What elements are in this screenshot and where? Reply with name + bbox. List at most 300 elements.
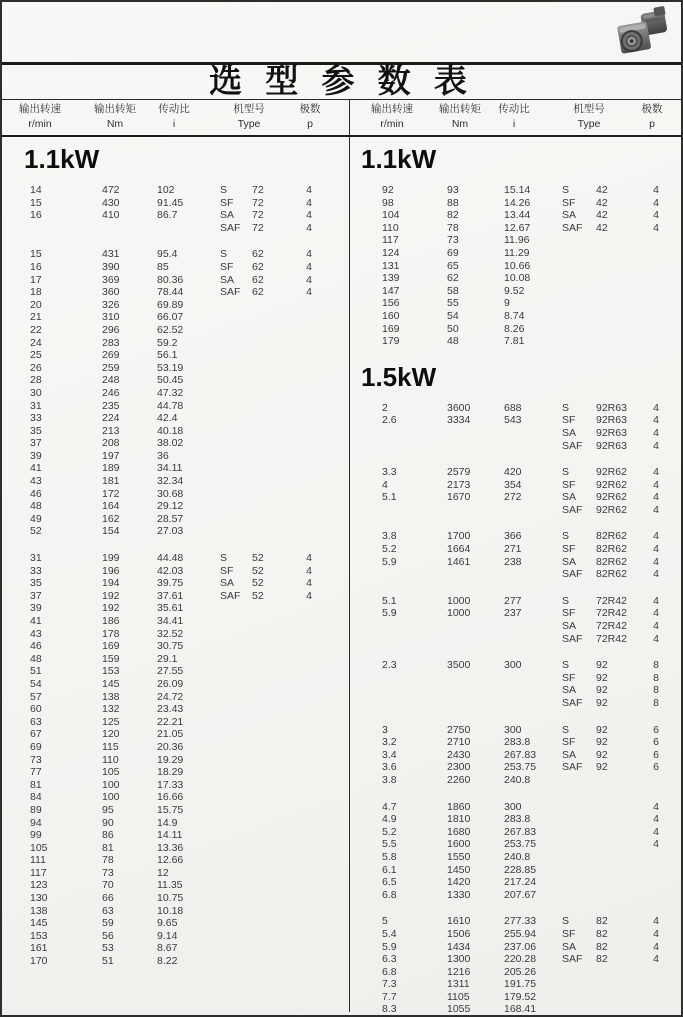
table-row xyxy=(12,879,347,892)
cell-poles: 6 xyxy=(653,761,659,774)
header-label: 极数 xyxy=(299,103,321,115)
cell-speed: 170 xyxy=(30,955,48,968)
cell-type-size: 92 xyxy=(596,671,608,684)
cell-speed: 22 xyxy=(30,323,42,336)
cell-type-size: 72 xyxy=(252,209,264,222)
cell-poles: 8 xyxy=(653,697,659,709)
cell-torque: 1000 xyxy=(447,607,471,620)
cell-torque: 192 xyxy=(102,602,120,615)
cell-ratio: 354 xyxy=(504,478,522,491)
table-row xyxy=(351,659,683,672)
cell-type-prefix: S xyxy=(562,401,570,414)
cell-speed: 77 xyxy=(30,766,42,779)
cell-ratio: 205.26 xyxy=(504,965,537,978)
cell-torque: 153 xyxy=(102,665,120,678)
cell-poles: 4 xyxy=(653,555,659,568)
cell-ratio: 59.2 xyxy=(157,336,178,349)
cell-ratio: 220.28 xyxy=(504,953,537,966)
cell-speed: 4.7 xyxy=(382,800,397,813)
cell-ratio: 11.35 xyxy=(157,879,183,892)
table-row xyxy=(12,311,347,324)
cell-speed: 35 xyxy=(30,577,42,590)
table-row xyxy=(12,387,347,400)
cell-type-prefix: SF xyxy=(562,414,576,427)
cell-ratio: 53.19 xyxy=(157,361,184,374)
cell-type-prefix: SF xyxy=(562,196,576,209)
cell-speed: 17 xyxy=(30,273,42,286)
cell-poles: 6 xyxy=(653,723,659,736)
row-block xyxy=(351,659,683,709)
cell-speed: 26 xyxy=(30,361,42,374)
cell-type-prefix: SAF xyxy=(562,697,583,709)
table-row xyxy=(12,691,347,704)
cell-ratio: 207.67 xyxy=(504,888,537,901)
table-row xyxy=(351,491,683,504)
cell-speed: 6.5 xyxy=(382,876,397,889)
cell-type-size: 72 xyxy=(252,184,264,196)
cell-ratio: 420 xyxy=(504,466,522,479)
cell-ratio: 277.33 xyxy=(504,915,537,928)
cell-poles: 4 xyxy=(653,530,659,543)
cell-torque: 213 xyxy=(102,424,120,437)
cell-poles: 4 xyxy=(653,478,659,491)
cell-ratio: 30.75 xyxy=(157,640,184,653)
cell-speed: 31 xyxy=(30,552,42,565)
cell-type-size: 62 xyxy=(252,286,264,299)
cell-poles: 4 xyxy=(653,196,659,209)
cell-ratio: 11.29 xyxy=(504,246,530,259)
header-unit: p xyxy=(307,118,313,130)
table-row xyxy=(351,504,683,517)
cell-speed: 30 xyxy=(30,386,42,399)
cell-ratio: 14.11 xyxy=(157,829,183,842)
cell-torque: 2430 xyxy=(447,748,471,761)
cell-torque: 51 xyxy=(102,955,114,968)
cell-type-prefix: SAF xyxy=(220,286,241,299)
row-block xyxy=(351,530,683,580)
header-cell xyxy=(19,102,61,131)
header-cell xyxy=(498,102,530,131)
cell-type-prefix: SAF xyxy=(562,761,583,774)
cell-speed: 89 xyxy=(30,803,42,816)
cell-type-size: 62 xyxy=(252,248,264,261)
cell-torque: 172 xyxy=(102,487,120,500)
table-row xyxy=(12,488,347,501)
cell-ratio: 56.1 xyxy=(157,349,178,362)
table-row xyxy=(351,595,683,608)
cell-speed: 57 xyxy=(30,690,42,703)
cell-ratio: 217.24 xyxy=(504,876,537,889)
cell-poles: 8 xyxy=(653,671,659,684)
cell-poles: 4 xyxy=(653,953,659,966)
cell-speed: 7.3 xyxy=(382,978,397,991)
table-row xyxy=(12,209,347,222)
table-row xyxy=(12,590,347,603)
cell-speed: 37 xyxy=(30,589,42,602)
cell-type-prefix: SA xyxy=(562,491,577,504)
cell-torque: 138 xyxy=(102,690,120,703)
cell-speed: 28 xyxy=(30,374,42,387)
section-heading: 1.1kW xyxy=(24,144,100,174)
cell-type-prefix: SA xyxy=(562,940,577,953)
cell-type-size: 52 xyxy=(252,589,264,602)
header-unit: p xyxy=(649,118,655,130)
header-label: 传动比 xyxy=(498,103,530,115)
cell-type-prefix: S xyxy=(220,552,228,565)
table-row xyxy=(12,513,347,526)
cell-speed: 46 xyxy=(30,487,42,500)
cell-speed: 18 xyxy=(30,286,42,299)
cell-poles: 4 xyxy=(653,838,659,851)
table-row xyxy=(12,184,347,197)
cell-poles: 4 xyxy=(306,184,312,196)
header-label: 极数 xyxy=(641,103,663,115)
cell-speed: 110 xyxy=(382,221,399,234)
cell-torque: 181 xyxy=(102,475,120,488)
table-row xyxy=(12,475,347,488)
cell-speed: 5.5 xyxy=(382,838,397,851)
table-row xyxy=(351,209,683,222)
table-row xyxy=(12,577,347,590)
table-row xyxy=(12,222,347,235)
table-row xyxy=(12,261,347,274)
cell-ratio: 13.36 xyxy=(157,841,184,854)
cell-speed: 15 xyxy=(30,196,42,209)
cell-poles: 4 xyxy=(653,491,659,504)
table-row xyxy=(351,633,683,646)
table-row xyxy=(12,628,347,641)
table-row xyxy=(351,285,683,298)
cell-ratio: 40.18 xyxy=(157,424,184,437)
table-row xyxy=(12,552,347,565)
table-row xyxy=(351,966,683,979)
cell-speed: 81 xyxy=(30,778,42,791)
table-row xyxy=(12,728,347,741)
cell-ratio: 688 xyxy=(504,401,522,414)
cell-type-prefix: SF xyxy=(562,543,576,556)
cell-poles: 4 xyxy=(306,260,312,273)
table-row xyxy=(12,804,347,817)
cell-speed: 25 xyxy=(30,349,42,362)
cell-torque: 310 xyxy=(102,311,120,324)
cell-speed: 169 xyxy=(382,322,400,335)
cell-speed: 3.3 xyxy=(382,466,397,479)
table-row xyxy=(351,568,683,581)
cell-ratio: 35.61 xyxy=(157,602,184,615)
cell-poles: 4 xyxy=(653,221,659,234)
cell-speed: 94 xyxy=(30,816,42,829)
header-label: 传动比 xyxy=(158,103,190,115)
cell-torque: 56 xyxy=(102,929,114,942)
cell-type-size: 72R42 xyxy=(596,632,627,645)
cell-poles: 4 xyxy=(653,915,659,928)
cell-torque: 1506 xyxy=(447,927,471,940)
header-unit: Type xyxy=(577,118,601,130)
cell-type-prefix: SF xyxy=(220,564,234,577)
cell-torque: 110 xyxy=(102,753,119,766)
table-row xyxy=(351,414,683,427)
cell-poles: 8 xyxy=(653,659,659,672)
cell-type-prefix: SA xyxy=(562,426,577,439)
cell-poles: 4 xyxy=(653,607,659,620)
cell-speed: 5.9 xyxy=(382,555,397,568)
cell-ratio: 9 xyxy=(504,297,510,310)
cell-speed: 46 xyxy=(30,640,42,653)
cell-torque: 169 xyxy=(102,640,120,653)
cell-torque: 369 xyxy=(102,273,120,286)
cell-torque: 1434 xyxy=(447,940,471,953)
cell-torque: 105 xyxy=(102,766,120,779)
cell-torque: 65 xyxy=(447,259,459,272)
cell-speed: 111 xyxy=(30,854,46,867)
cell-torque: 62 xyxy=(447,272,459,285)
table-row xyxy=(351,724,683,737)
table-row xyxy=(351,978,683,991)
table-row xyxy=(12,892,347,905)
table-row xyxy=(351,260,683,273)
cell-ratio: 24.72 xyxy=(157,690,184,703)
table-row xyxy=(351,851,683,864)
table-row xyxy=(351,247,683,260)
cell-speed: 67 xyxy=(30,728,42,741)
cell-type-prefix: S xyxy=(562,530,570,543)
cell-speed: 4 xyxy=(382,478,388,491)
table-row xyxy=(351,440,683,453)
cell-type-size: 72R42 xyxy=(596,620,627,633)
cell-ratio: 16.66 xyxy=(157,791,184,804)
table-row xyxy=(12,766,347,779)
cell-torque: 1461 xyxy=(447,555,471,568)
cell-torque: 1330 xyxy=(447,888,471,901)
table-row xyxy=(351,774,683,787)
cell-speed: 52 xyxy=(30,525,42,538)
cell-torque: 1670 xyxy=(447,491,471,504)
table-row xyxy=(351,801,683,814)
cell-torque: 1664 xyxy=(447,543,471,556)
cell-type-size: 92 xyxy=(596,697,608,709)
cell-ratio: 277 xyxy=(504,594,522,607)
table-row xyxy=(12,450,347,463)
cell-ratio: 22.21 xyxy=(157,715,184,728)
header-cell xyxy=(300,102,321,131)
cell-ratio: 85 xyxy=(157,260,169,273)
cell-ratio: 30.68 xyxy=(157,487,184,500)
cell-ratio: 366 xyxy=(504,530,522,543)
cell-ratio: 179.52 xyxy=(504,990,537,1003)
cell-speed: 105 xyxy=(30,841,48,854)
cell-poles: 4 xyxy=(653,568,659,581)
cell-torque: 360 xyxy=(102,286,120,299)
cell-torque: 55 xyxy=(447,297,459,310)
cell-type-prefix: SAF xyxy=(562,953,583,966)
cell-ratio: 23.43 xyxy=(157,703,184,716)
cell-ratio: 8.74 xyxy=(504,309,525,322)
table-row xyxy=(351,607,683,620)
table-row xyxy=(12,602,347,615)
cell-torque: 2710 xyxy=(447,736,471,749)
table-row xyxy=(351,991,683,1004)
cell-speed: 39 xyxy=(30,449,42,462)
cell-ratio: 34.11 xyxy=(157,462,183,475)
cell-poles: 8 xyxy=(653,684,659,697)
cell-poles: 4 xyxy=(653,426,659,439)
cell-speed: 16 xyxy=(30,260,42,273)
cell-type-size: 62 xyxy=(252,260,264,273)
cell-speed: 51 xyxy=(30,665,42,678)
cell-ratio: 86.7 xyxy=(157,209,178,222)
table-row xyxy=(351,672,683,685)
table-row xyxy=(351,697,683,710)
cell-torque: 95 xyxy=(102,803,114,816)
cell-type-size: 52 xyxy=(252,564,264,577)
cell-ratio: 13.44 xyxy=(504,209,531,222)
cell-speed: 35 xyxy=(30,424,42,437)
cell-ratio: 237.06 xyxy=(504,940,537,953)
table-row xyxy=(351,479,683,492)
cell-type-prefix: SA xyxy=(562,620,577,633)
cell-speed: 92 xyxy=(382,184,394,196)
cell-type-size: 92R62 xyxy=(596,466,627,479)
cell-type-size: 92 xyxy=(596,659,608,672)
cell-ratio: 271 xyxy=(504,543,522,556)
cell-type-prefix: SF xyxy=(562,927,576,940)
cell-ratio: 42.4 xyxy=(157,412,178,425)
cell-ratio: 7.81 xyxy=(504,335,525,348)
cell-torque: 283 xyxy=(102,336,120,349)
cell-speed: 124 xyxy=(382,246,400,259)
cell-speed: 147 xyxy=(382,284,400,297)
cell-torque: 66 xyxy=(102,892,114,905)
cell-torque: 70 xyxy=(102,879,114,892)
cell-type-size: 42 xyxy=(596,196,608,209)
cell-torque: 2300 xyxy=(447,761,471,774)
cell-speed: 41 xyxy=(30,462,42,475)
cell-torque: 1420 xyxy=(447,876,471,889)
cell-ratio: 27.55 xyxy=(157,665,184,678)
cell-speed: 5.2 xyxy=(382,543,397,556)
table-row xyxy=(12,425,347,438)
cell-torque: 269 xyxy=(102,349,120,362)
cell-speed: 5.4 xyxy=(382,927,397,940)
cell-ratio: 91.45 xyxy=(157,196,184,209)
cell-torque: 1550 xyxy=(447,850,471,863)
cell-ratio: 8.67 xyxy=(157,942,178,955)
cell-torque: 194 xyxy=(102,577,120,590)
cell-speed: 5.1 xyxy=(382,594,397,607)
cell-type-size: 72R42 xyxy=(596,594,627,607)
cell-type-prefix: S xyxy=(562,723,570,736)
cell-ratio: 36 xyxy=(157,449,169,462)
cell-speed: 104 xyxy=(382,209,400,222)
cell-speed: 16 xyxy=(30,209,42,222)
cell-speed: 4.9 xyxy=(382,813,397,826)
cell-torque: 430 xyxy=(102,196,120,209)
cell-poles: 4 xyxy=(653,184,659,196)
cell-speed: 156 xyxy=(382,297,400,310)
table-row xyxy=(12,930,347,943)
cell-speed: 139 xyxy=(382,272,400,285)
cell-ratio: 253.75 xyxy=(504,761,537,774)
cell-ratio: 44.48 xyxy=(157,552,184,565)
cell-speed: 117 xyxy=(30,866,47,879)
cell-ratio: 50.45 xyxy=(157,374,184,387)
cell-ratio: 69.89 xyxy=(157,298,184,311)
cell-type-prefix: SF xyxy=(562,607,576,620)
cell-ratio: 32.52 xyxy=(157,627,184,640)
header-label: 机型号 xyxy=(573,103,605,115)
cell-ratio: 34.41 xyxy=(157,615,184,627)
cell-speed: 161 xyxy=(30,942,48,955)
cell-torque: 73 xyxy=(102,866,114,879)
cell-type-prefix: SF xyxy=(562,478,576,491)
cell-torque: 1600 xyxy=(447,838,471,851)
cell-torque: 145 xyxy=(102,677,120,690)
cell-torque: 259 xyxy=(102,361,120,374)
cell-ratio: 37.61 xyxy=(157,589,184,602)
table-row xyxy=(12,400,347,413)
cell-poles: 4 xyxy=(653,414,659,427)
cell-type-size: 92 xyxy=(596,684,608,697)
cell-speed: 14 xyxy=(30,184,42,196)
cell-ratio: 9.52 xyxy=(504,284,525,297)
cell-ratio: 10.66 xyxy=(504,259,531,272)
cell-ratio: 28.57 xyxy=(157,512,184,525)
header-cell xyxy=(94,102,136,131)
cell-type-prefix: SA xyxy=(562,748,577,761)
cell-torque: 82 xyxy=(447,209,459,222)
cell-speed: 5 xyxy=(382,915,388,928)
table-row xyxy=(12,703,347,716)
cell-torque: 296 xyxy=(102,323,120,336)
table-row xyxy=(12,412,347,425)
cell-type-size: 42 xyxy=(596,209,608,222)
cell-ratio: 44.78 xyxy=(157,399,184,412)
cell-type-prefix: SA xyxy=(562,209,577,222)
cell-ratio: 267.83 xyxy=(504,825,537,838)
cell-poles: 6 xyxy=(653,748,659,761)
cell-torque: 59 xyxy=(102,917,114,930)
cell-speed: 6.3 xyxy=(382,953,397,966)
row-block xyxy=(351,402,683,452)
cell-type-size: 92 xyxy=(596,736,608,749)
cell-torque: 69 xyxy=(447,246,459,259)
cell-ratio: 283.8 xyxy=(504,813,531,826)
cell-speed: 2.3 xyxy=(382,659,397,672)
cell-ratio: 237 xyxy=(504,607,522,620)
cell-ratio: 95.4 xyxy=(157,248,178,261)
cell-poles: 4 xyxy=(306,209,312,222)
cell-ratio: 18.29 xyxy=(157,766,184,779)
row-block xyxy=(351,724,683,787)
cell-poles: 4 xyxy=(653,825,659,838)
cell-torque: 189 xyxy=(102,462,120,475)
cell-torque: 2173 xyxy=(447,478,471,491)
table-row xyxy=(351,941,683,954)
cell-ratio: 543 xyxy=(504,414,522,427)
table-row xyxy=(351,402,683,415)
cell-torque: 1311 xyxy=(447,978,470,991)
table-row xyxy=(12,817,347,830)
cell-type-prefix: SAF xyxy=(562,632,583,645)
cell-torque: 54 xyxy=(447,309,459,322)
cell-type-prefix: SAF xyxy=(562,221,583,234)
cell-ratio: 240.8 xyxy=(504,773,531,786)
table-row xyxy=(12,274,347,287)
cell-ratio: 283.8 xyxy=(504,736,531,749)
cell-speed: 138 xyxy=(30,904,48,917)
cell-type-size: 72 xyxy=(252,196,264,209)
table-row xyxy=(351,556,683,569)
